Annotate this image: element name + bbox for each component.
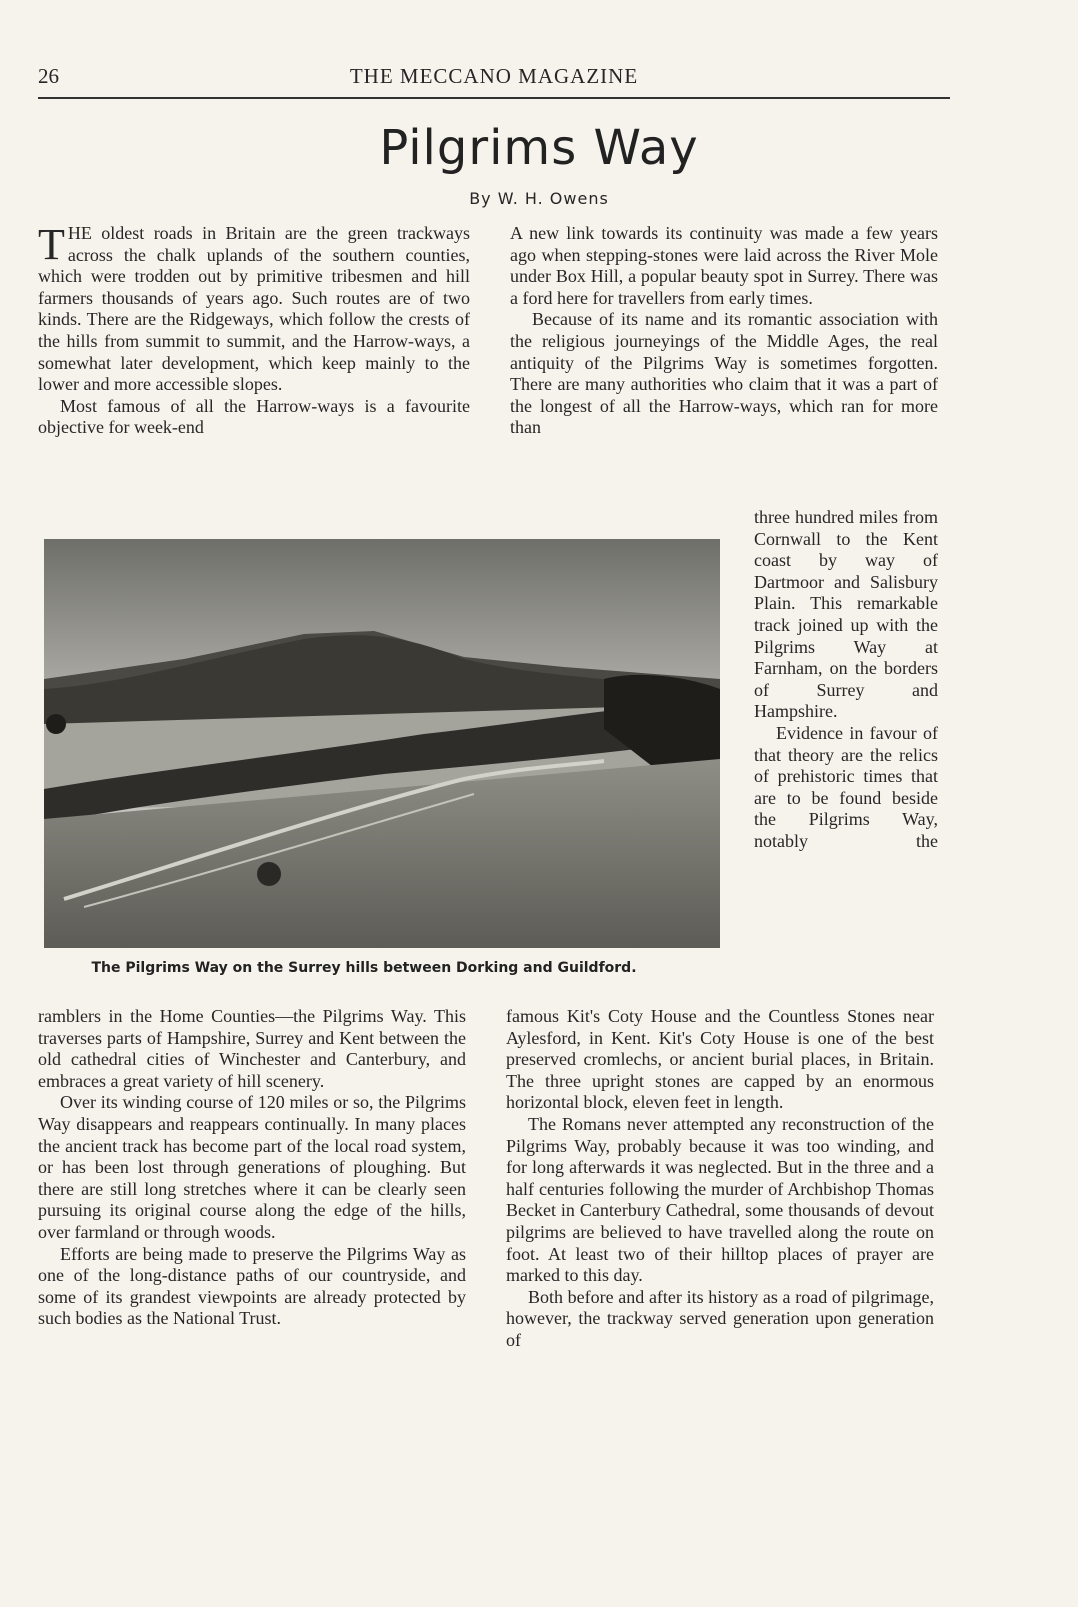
column-beside-photo	[754, 507, 938, 853]
running-header	[38, 64, 950, 94]
column-bottom-left	[38, 1006, 466, 1330]
paragraph: famous Kit's Coty House and the Countless Stones near Aylesford, in Kent. Kit's Coty House is one of the best preserved cromlechs, or ancient burial places, in Britain. The three upright stones are capped by an enormous horizontal block, eleven feet in length.	[506, 1006, 934, 1113]
paragraph: Most famous of all the Harrow-ways is a favourite objective for week-end	[38, 395, 470, 438]
paragraph: three hundred miles from Cornwall to the Kent coast by way of Dartmoor and Salisbury Plain. This remarkable track joined up with the Pilgrims Way at Farnham, on the borders of Surrey and Hampshire.	[754, 507, 938, 722]
paragraph	[38, 220, 470, 396]
paragraph: Efforts are being made to preserve the Pilgrims Way as one of the long-distance paths of our countryside, and some of its grandest viewpoints are already protected by such bodies as the National Trust.	[38, 1243, 466, 1329]
page-number: 26	[38, 64, 59, 88]
paragraph: Because of its name and its romantic association with the religious journeyings of the Middle Ages, the real antiquity of the Pilgrims Way is sometimes forgotten. There are many authorities who claim that it was a part of the longest of all the Harrow-ways, which ran for more than	[510, 309, 938, 438]
paragraph: A new link towards its continuity was made a few years ago when stepping-stones were laid across the River Mole under Box Hill, a popular beauty spot in Surrey. There was a ford here for travellers from early times.	[510, 223, 938, 308]
magazine-title: THE MECCANO MAGAZINE	[349, 64, 639, 88]
column-bottom-right	[506, 1006, 934, 1352]
paragraph-text: HE oldest roads in Britain are the green trackways across the chalk uplands of the southern counties, which were trodden out by primitive tribesmen and hill farmers thousands of years ago. Such routes are of two kinds. There are the Ridgeways, which follow the crests of the hills from summit to summit, and the Harrow-ways, a somewhat later development, which keep mainly to the lower and more accessible slopes.	[38, 223, 470, 395]
hills-photo-image	[44, 539, 720, 948]
paragraph: Both before and after its history as a road of pilgrimage, however, the trackway served generation upon generation of	[506, 1286, 934, 1350]
article-title: Pilgrims Way	[379, 120, 699, 176]
paragraph: The Romans never attempted any reconstruction of the Pilgrims Way, probably because it was too winding, and for long afterwards it was neglected. But in the three and a half centuries following the murder of Archbishop Thomas Becket in Canterbury Cathedral, some thousands of devout pilgrims are believed to have travelled along the route on foot. At least two of their hilltop places of prayer are marked to this day.	[506, 1113, 934, 1286]
header-rule	[38, 97, 950, 99]
paragraph: Over its winding course of 120 miles or so, the Pilgrims Way disappears and reappears continually. In many places the ancient track has become part of the local road system, or has been lost through generations of ploughing. But there are still long stretches where it can be clearly seen pursuing its original course along the edge of the hills, over farmland or through woods.	[38, 1092, 466, 1242]
photo-caption: The Pilgrims Way on the Surrey hills between Dorking and Guildford.	[91, 960, 637, 976]
paragraph: Evidence in favour of that theory are the relics of prehistoric times that are to be found beside the Pilgrims Way, notably the	[754, 722, 938, 851]
column-top-right	[510, 223, 938, 439]
landscape-photo	[44, 539, 720, 948]
article-byline: By W. H. Owens	[469, 189, 609, 208]
column-top-left	[38, 220, 470, 439]
paragraph: ramblers in the Home Counties—the Pilgrims Way. This traverses parts of Hampshire, Surrey and Kent between the old cathedral cities of Winchester and Canterbury, and embraces a great variety of hill scenery.	[38, 1006, 466, 1091]
drop-cap: T	[38, 220, 65, 269]
